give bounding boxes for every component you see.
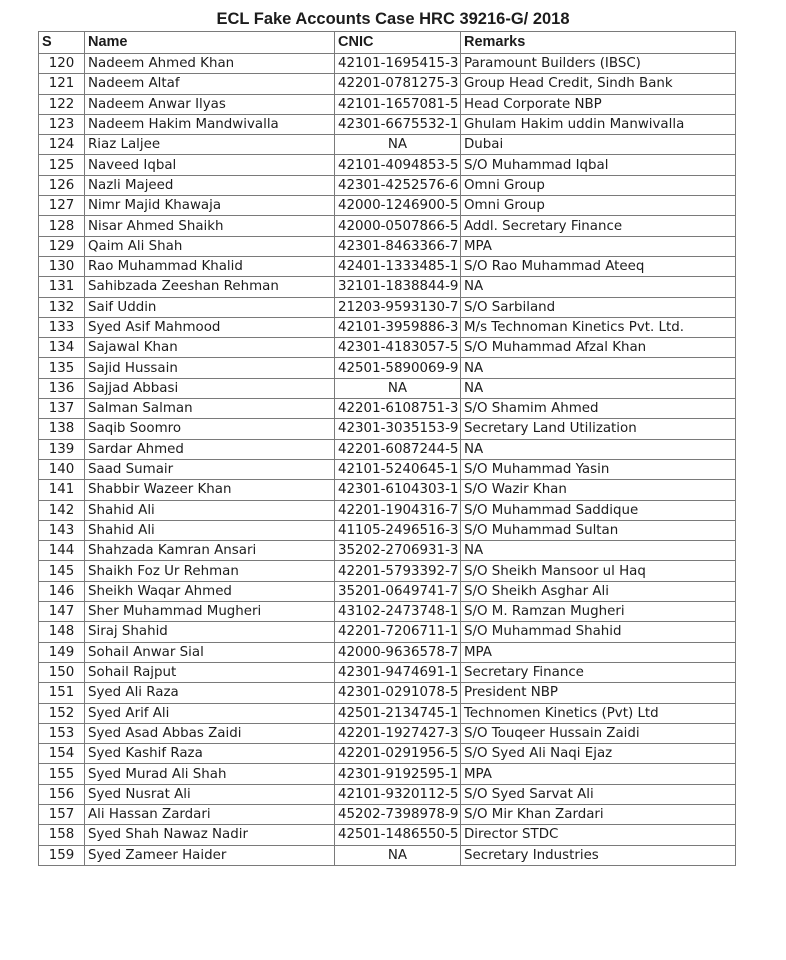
cnic-cell: 35201-0649741-7 [335,581,461,601]
name-cell: Nazli Majeed [85,175,335,195]
table-row [39,155,736,175]
table-row [39,236,736,256]
serial-cell: 157 [39,804,85,824]
remarks-cell: Paramount Builders (IBSC) [461,54,736,74]
remarks-cell: S/O Sheikh Asghar Ali [461,581,736,601]
remarks-cell: MPA [461,642,736,662]
remarks-cell: NA [461,439,736,459]
name-cell: Sher Muhammad Mugheri [85,602,335,622]
table-row [39,317,736,337]
remarks-cell: S/O Muhammad Sultan [461,520,736,540]
name-cell: Sahibzada Zeeshan Rehman [85,277,335,297]
serial-cell: 159 [39,845,85,865]
name-cell: Saif Uddin [85,297,335,317]
cnic-cell: 43102-2473748-1 [335,602,461,622]
name-cell: Syed Arif Ali [85,703,335,723]
remarks-cell: Secretary Finance [461,662,736,682]
cnic-cell: 42301-3035153-9 [335,419,461,439]
cnic-cell: 41105-2496516-3 [335,520,461,540]
remarks-cell: M/s Technoman Kinetics Pvt. Ltd. [461,317,736,337]
table-row [39,297,736,317]
serial-cell: 138 [39,419,85,439]
remarks-cell: NA [461,277,736,297]
name-cell: Syed Zameer Haider [85,845,335,865]
remarks-cell: Ghulam Hakim uddin Manwivalla [461,114,736,134]
table-row [39,358,736,378]
name-cell: Shahid Ali [85,500,335,520]
serial-cell: 156 [39,784,85,804]
remarks-cell: S/O Mir Khan Zardari [461,804,736,824]
table-row [39,622,736,642]
serial-cell: 141 [39,480,85,500]
table-row [39,723,736,743]
cnic-cell: 42101-1695415-3 [335,54,461,74]
name-cell: Syed Asif Mahmood [85,317,335,337]
table-row [39,703,736,723]
remarks-cell: S/O Muhammad Shahid [461,622,736,642]
remarks-cell: S/O Syed Ali Naqi Ejaz [461,744,736,764]
table-row [39,94,736,114]
serial-cell: 153 [39,723,85,743]
serial-cell: 135 [39,358,85,378]
table-body [39,54,736,866]
remarks-cell: S/O Wazir Khan [461,480,736,500]
cnic-cell: 42501-2134745-1 [335,703,461,723]
remarks-cell: Technomen Kinetics (Pvt) Ltd [461,703,736,723]
name-cell: Siraj Shahid [85,622,335,642]
serial-cell: 155 [39,764,85,784]
remarks-cell: S/O Shamim Ahmed [461,399,736,419]
name-cell: Nadeem Anwar Ilyas [85,94,335,114]
remarks-cell: Dubai [461,135,736,155]
cnic-cell: 42000-9636578-7 [335,642,461,662]
remarks-cell: Omni Group [461,196,736,216]
name-cell: Qaim Ali Shah [85,236,335,256]
remarks-cell: S/O M. Ramzan Mugheri [461,602,736,622]
name-cell: Nadeem Ahmed Khan [85,54,335,74]
ecl-accounts-table [38,31,736,866]
serial-cell: 129 [39,236,85,256]
cnic-cell: 42301-9192595-1 [335,764,461,784]
table-row [39,175,736,195]
serial-cell: 152 [39,703,85,723]
table-row [39,74,736,94]
table-row [39,135,736,155]
cnic-cell: 42201-7206711-1 [335,622,461,642]
cnic-cell: 42101-3959886-3 [335,317,461,337]
cnic-cell: 42000-0507866-5 [335,216,461,236]
remarks-cell: S/O Syed Sarvat Ali [461,784,736,804]
name-cell: Nisar Ahmed Shaikh [85,216,335,236]
cnic-cell: NA [335,378,461,398]
serial-cell: 125 [39,155,85,175]
table-row [39,602,736,622]
serial-cell: 122 [39,94,85,114]
name-cell: Shaikh Foz Ur Rehman [85,561,335,581]
remarks-cell: S/O Muhammad Iqbal [461,155,736,175]
cnic-cell: 42201-1904316-7 [335,500,461,520]
table-row [39,480,736,500]
table-row [39,338,736,358]
table-row [39,764,736,784]
name-cell: Nadeem Altaf [85,74,335,94]
cnic-cell: 42301-4183057-5 [335,338,461,358]
serial-cell: 147 [39,602,85,622]
remarks-cell: NA [461,541,736,561]
name-cell: Saqib Soomro [85,419,335,439]
name-cell: Sajjad Abbasi [85,378,335,398]
remarks-cell: Group Head Credit, Sindh Bank [461,74,736,94]
serial-cell: 123 [39,114,85,134]
serial-cell: 128 [39,216,85,236]
name-cell: Sohail Anwar Sial [85,642,335,662]
table-row [39,804,736,824]
serial-cell: 137 [39,399,85,419]
name-cell: Sohail Rajput [85,662,335,682]
remarks-cell: S/O Muhammad Afzal Khan [461,338,736,358]
table-row [39,683,736,703]
cnic-cell: 42301-9474691-1 [335,662,461,682]
name-cell: Salman Salman [85,399,335,419]
remarks-cell: Director STDC [461,825,736,845]
cnic-cell: 42201-5793392-7 [335,561,461,581]
name-cell: Rao Muhammad Khalid [85,256,335,276]
name-cell: Shabbir Wazeer Khan [85,480,335,500]
cnic-cell: 42301-0291078-5 [335,683,461,703]
cnic-cell: 42201-1927427-3 [335,723,461,743]
serial-cell: 149 [39,642,85,662]
name-cell: Shahzada Kamran Ansari [85,541,335,561]
serial-cell: 146 [39,581,85,601]
name-cell: Nimr Majid Khawaja [85,196,335,216]
remarks-cell: MPA [461,764,736,784]
name-cell: Syed Kashif Raza [85,744,335,764]
remarks-cell: Secretary Industries [461,845,736,865]
cnic-cell: 42201-6108751-3 [335,399,461,419]
name-cell: Syed Asad Abbas Zaidi [85,723,335,743]
serial-cell: 139 [39,439,85,459]
table-row [39,439,736,459]
cnic-cell: 42401-1333485-1 [335,256,461,276]
cnic-cell: NA [335,845,461,865]
name-cell: Naveed Iqbal [85,155,335,175]
serial-cell: 148 [39,622,85,642]
table-row [39,399,736,419]
serial-cell: 144 [39,541,85,561]
serial-cell: 132 [39,297,85,317]
name-cell: Nadeem Hakim Mandwivalla [85,114,335,134]
table-row [39,662,736,682]
table-row [39,520,736,540]
table-row [39,561,736,581]
cnic-cell: 42101-5240645-1 [335,459,461,479]
table-row [39,784,736,804]
table-row [39,581,736,601]
cnic-cell: 42201-0781275-3 [335,74,461,94]
remarks-cell: S/O Muhammad Saddique [461,500,736,520]
remarks-cell: Addl. Secretary Finance [461,216,736,236]
serial-cell: 154 [39,744,85,764]
name-cell: Sardar Ahmed [85,439,335,459]
cnic-cell: 42201-6087244-5 [335,439,461,459]
name-cell: Sajawal Khan [85,338,335,358]
table-row [39,744,736,764]
cnic-cell: 45202-7398978-9 [335,804,461,824]
table-row [39,541,736,561]
table-row [39,54,736,74]
name-cell: Syed Ali Raza [85,683,335,703]
header-remarks: Remarks [461,32,736,54]
table-row [39,277,736,297]
cnic-cell: 21203-9593130-7 [335,297,461,317]
remarks-cell: S/O Sheikh Mansoor ul Haq [461,561,736,581]
serial-cell: 133 [39,317,85,337]
cnic-cell: 42301-6675532-1 [335,114,461,134]
serial-cell: 151 [39,683,85,703]
header-cnic: CNIC [335,32,461,54]
cnic-cell: 42101-4094853-5 [335,155,461,175]
table-row [39,500,736,520]
name-cell: Riaz Laljee [85,135,335,155]
remarks-cell: Head Corporate NBP [461,94,736,114]
name-cell: Shahid Ali [85,520,335,540]
table-row [39,459,736,479]
serial-cell: 134 [39,338,85,358]
serial-cell: 143 [39,520,85,540]
serial-cell: 158 [39,825,85,845]
table-row [39,378,736,398]
remarks-cell: Secretary Land Utilization [461,419,736,439]
remarks-cell: NA [461,378,736,398]
serial-cell: 127 [39,196,85,216]
remarks-cell: Omni Group [461,175,736,195]
remarks-cell: S/O Sarbiland [461,297,736,317]
header-name: Name [85,32,335,54]
cnic-cell: 42101-9320112-5 [335,784,461,804]
table-row [39,845,736,865]
name-cell: Sajid Hussain [85,358,335,378]
serial-cell: 124 [39,135,85,155]
serial-cell: 142 [39,500,85,520]
serial-cell: 131 [39,277,85,297]
remarks-cell: President NBP [461,683,736,703]
table-row [39,216,736,236]
cnic-cell: 42301-6104303-1 [335,480,461,500]
table-row [39,256,736,276]
cnic-cell: 42000-1246900-5 [335,196,461,216]
serial-cell: 120 [39,54,85,74]
serial-cell: 140 [39,459,85,479]
serial-cell: 126 [39,175,85,195]
cnic-cell: 42501-5890069-9 [335,358,461,378]
table-row [39,825,736,845]
cnic-cell: 42101-1657081-5 [335,94,461,114]
name-cell: Ali Hassan Zardari [85,804,335,824]
name-cell: Sheikh Waqar Ahmed [85,581,335,601]
remarks-cell: S/O Rao Muhammad Ateeq [461,256,736,276]
cnic-cell: NA [335,135,461,155]
remarks-cell: S/O Touqeer Hussain Zaidi [461,723,736,743]
table-header-row [39,32,736,54]
name-cell: Syed Shah Nawaz Nadir [85,825,335,845]
cnic-cell: 42501-1486550-5 [335,825,461,845]
remarks-cell: MPA [461,236,736,256]
document-title: ECL Fake Accounts Case HRC 39216-G/ 2018 [216,10,570,28]
name-cell: Syed Nusrat Ali [85,784,335,804]
serial-cell: 121 [39,74,85,94]
table-row [39,114,736,134]
serial-cell: 145 [39,561,85,581]
cnic-cell: 42301-4252576-6 [335,175,461,195]
table-row [39,196,736,216]
header-serial: S [39,32,85,54]
table-row [39,419,736,439]
cnic-cell: 35202-2706931-3 [335,541,461,561]
name-cell: Saad Sumair [85,459,335,479]
remarks-cell: S/O Muhammad Yasin [461,459,736,479]
serial-cell: 136 [39,378,85,398]
cnic-cell: 32101-1838844-9 [335,277,461,297]
remarks-cell: NA [461,358,736,378]
serial-cell: 150 [39,662,85,682]
cnic-cell: 42201-0291956-5 [335,744,461,764]
table-row [39,642,736,662]
serial-cell: 130 [39,256,85,276]
cnic-cell: 42301-8463366-7 [335,236,461,256]
name-cell: Syed Murad Ali Shah [85,764,335,784]
